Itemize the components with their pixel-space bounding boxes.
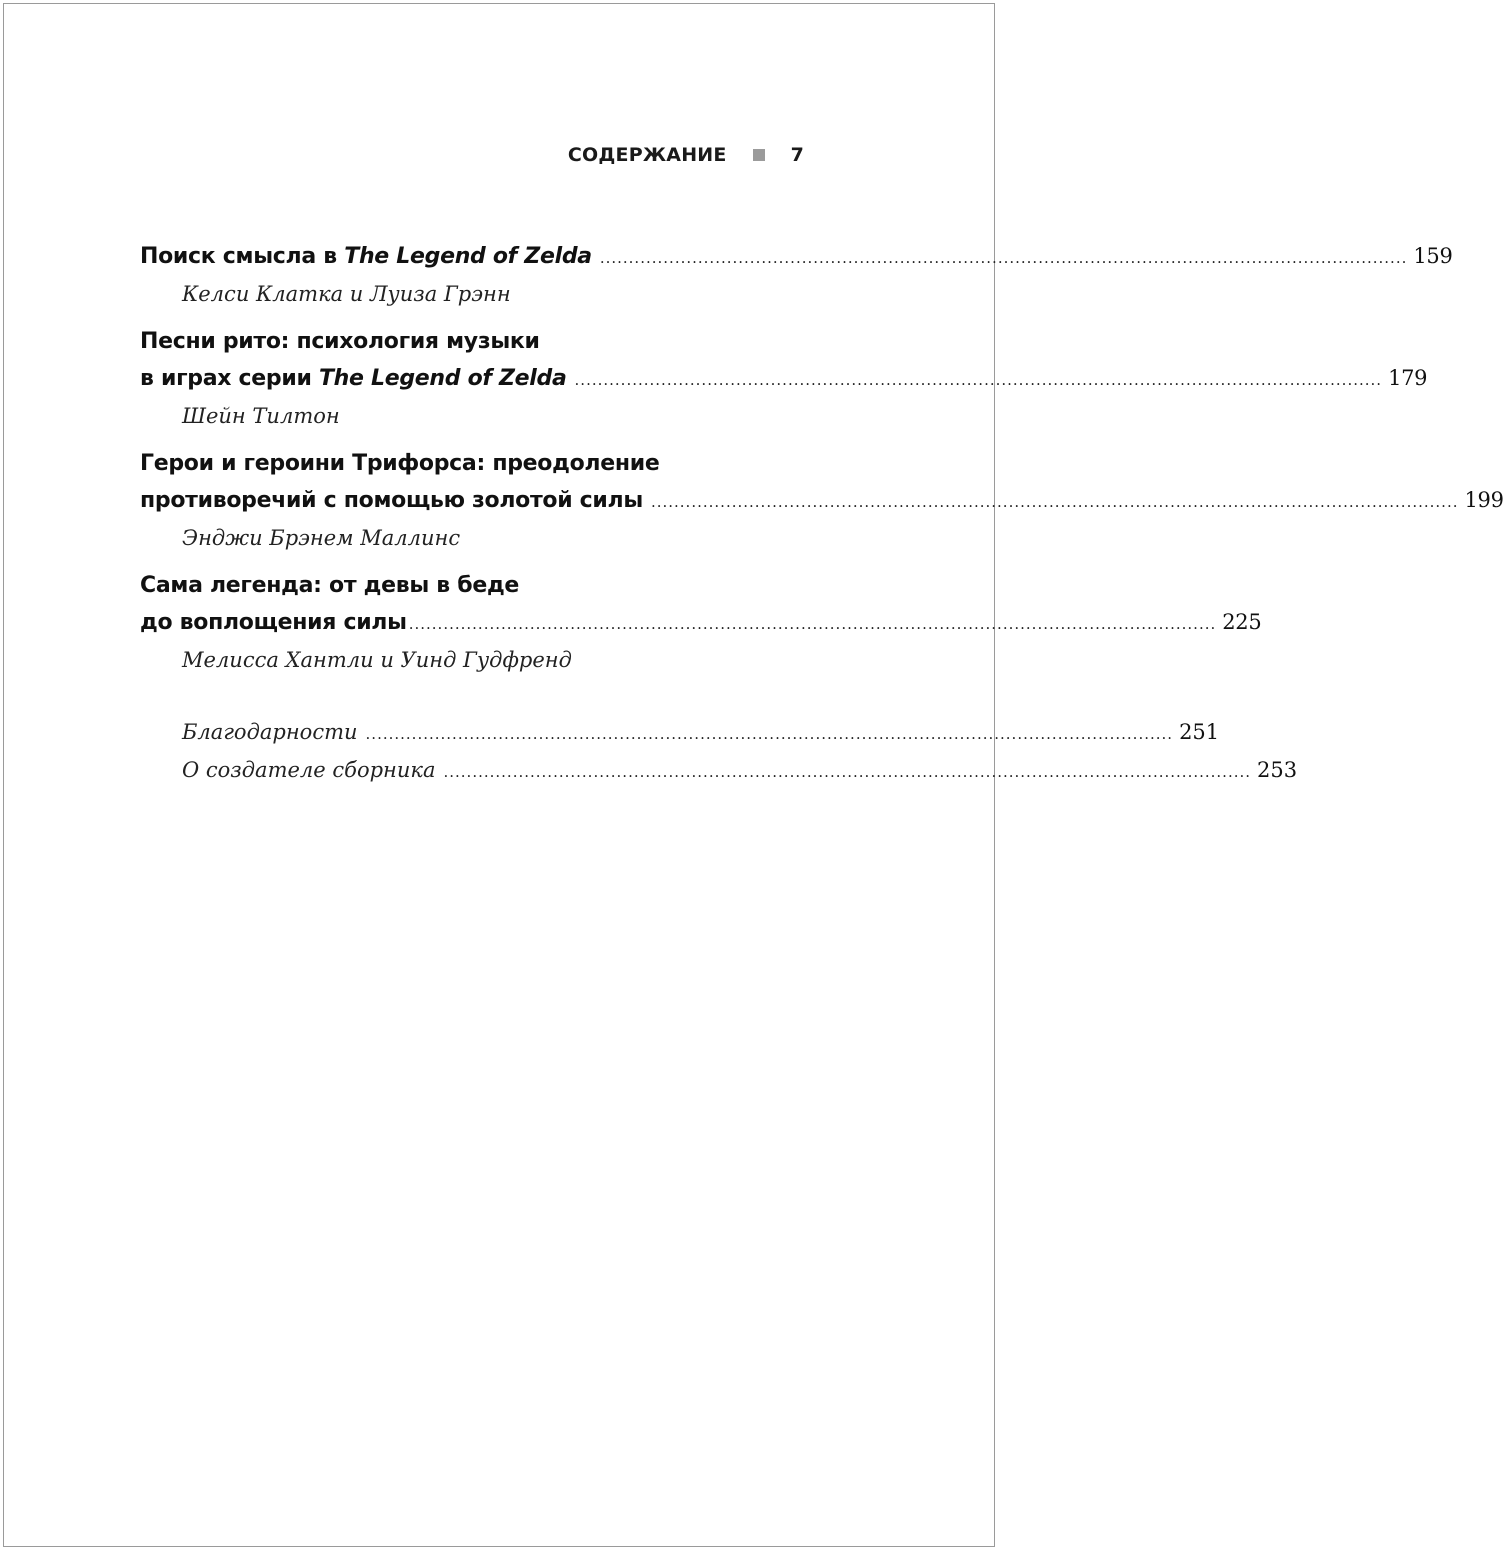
toc-back-label: Благодарности [182, 720, 358, 744]
toc-title-line: Сама легенда: от девы в беде [140, 573, 520, 598]
dot-leader: ............................................................................................................................................ [650, 493, 1459, 511]
toc-entry[interactable] [140, 568, 1262, 678]
back-matter [140, 714, 1298, 790]
toc-entry[interactable] [140, 238, 1453, 312]
toc-page-number: 225 [1222, 610, 1262, 634]
toc-title-italic: The Legend of Zelda [318, 366, 567, 391]
toc-page-number: 251 [1179, 720, 1220, 744]
toc-title-line: Песни рито: психология музыки [140, 329, 540, 354]
toc-title-line: Герои и героини Трифорса: преодоление [140, 451, 660, 476]
toc-back-item[interactable] [182, 752, 1298, 790]
toc-title-text: в играх серии [140, 366, 319, 391]
toc-page-number: 199 [1464, 488, 1504, 512]
toc-author: Мелисса Хантли и Уинд Гудфренд [182, 648, 572, 672]
toc-title-line [140, 238, 1453, 276]
toc-title-line [140, 360, 1428, 398]
toc-page-number: 253 [1257, 758, 1298, 782]
toc-entry[interactable] [140, 324, 1428, 434]
dot-leader: ............................................................................................................................................ [574, 371, 1383, 389]
toc-author: Энджи Брэнем Маллинс [182, 526, 461, 550]
toc-page-number: 179 [1388, 366, 1428, 390]
toc-page-number: 159 [1413, 244, 1453, 268]
running-head [568, 144, 804, 166]
toc-entry[interactable] [140, 446, 1504, 556]
square-icon [753, 149, 765, 161]
dot-leader: ............................................................................................................................................ [599, 249, 1408, 267]
page-number: 7 [790, 144, 804, 166]
toc-title-text: Поиск смысла в [140, 244, 345, 269]
toc-author: Шейн Тилтон [182, 404, 340, 428]
dot-leader: ............................................................................................................................................ [365, 725, 1174, 743]
dot-leader: ............................................................................................................................................ [443, 763, 1252, 781]
toc-title-line [140, 482, 1504, 520]
toc-author: Келси Клатка и Луиза Грэнн [182, 282, 511, 306]
toc-title-text: противоречий с помощью золотой силы [140, 488, 643, 513]
toc-title-italic: The Legend of Zelda [344, 244, 592, 269]
toc-back-item[interactable] [182, 714, 1220, 752]
toc-title-text: до воплощения силы [140, 610, 407, 635]
section-title: СОДЕРЖАНИЕ [567, 144, 727, 166]
toc-title-line [140, 604, 1262, 642]
toc-back-label: О создателе сборника [182, 758, 436, 782]
table-of-contents [140, 238, 1504, 790]
dot-leader: ............................................................................................................................................ [408, 615, 1217, 633]
